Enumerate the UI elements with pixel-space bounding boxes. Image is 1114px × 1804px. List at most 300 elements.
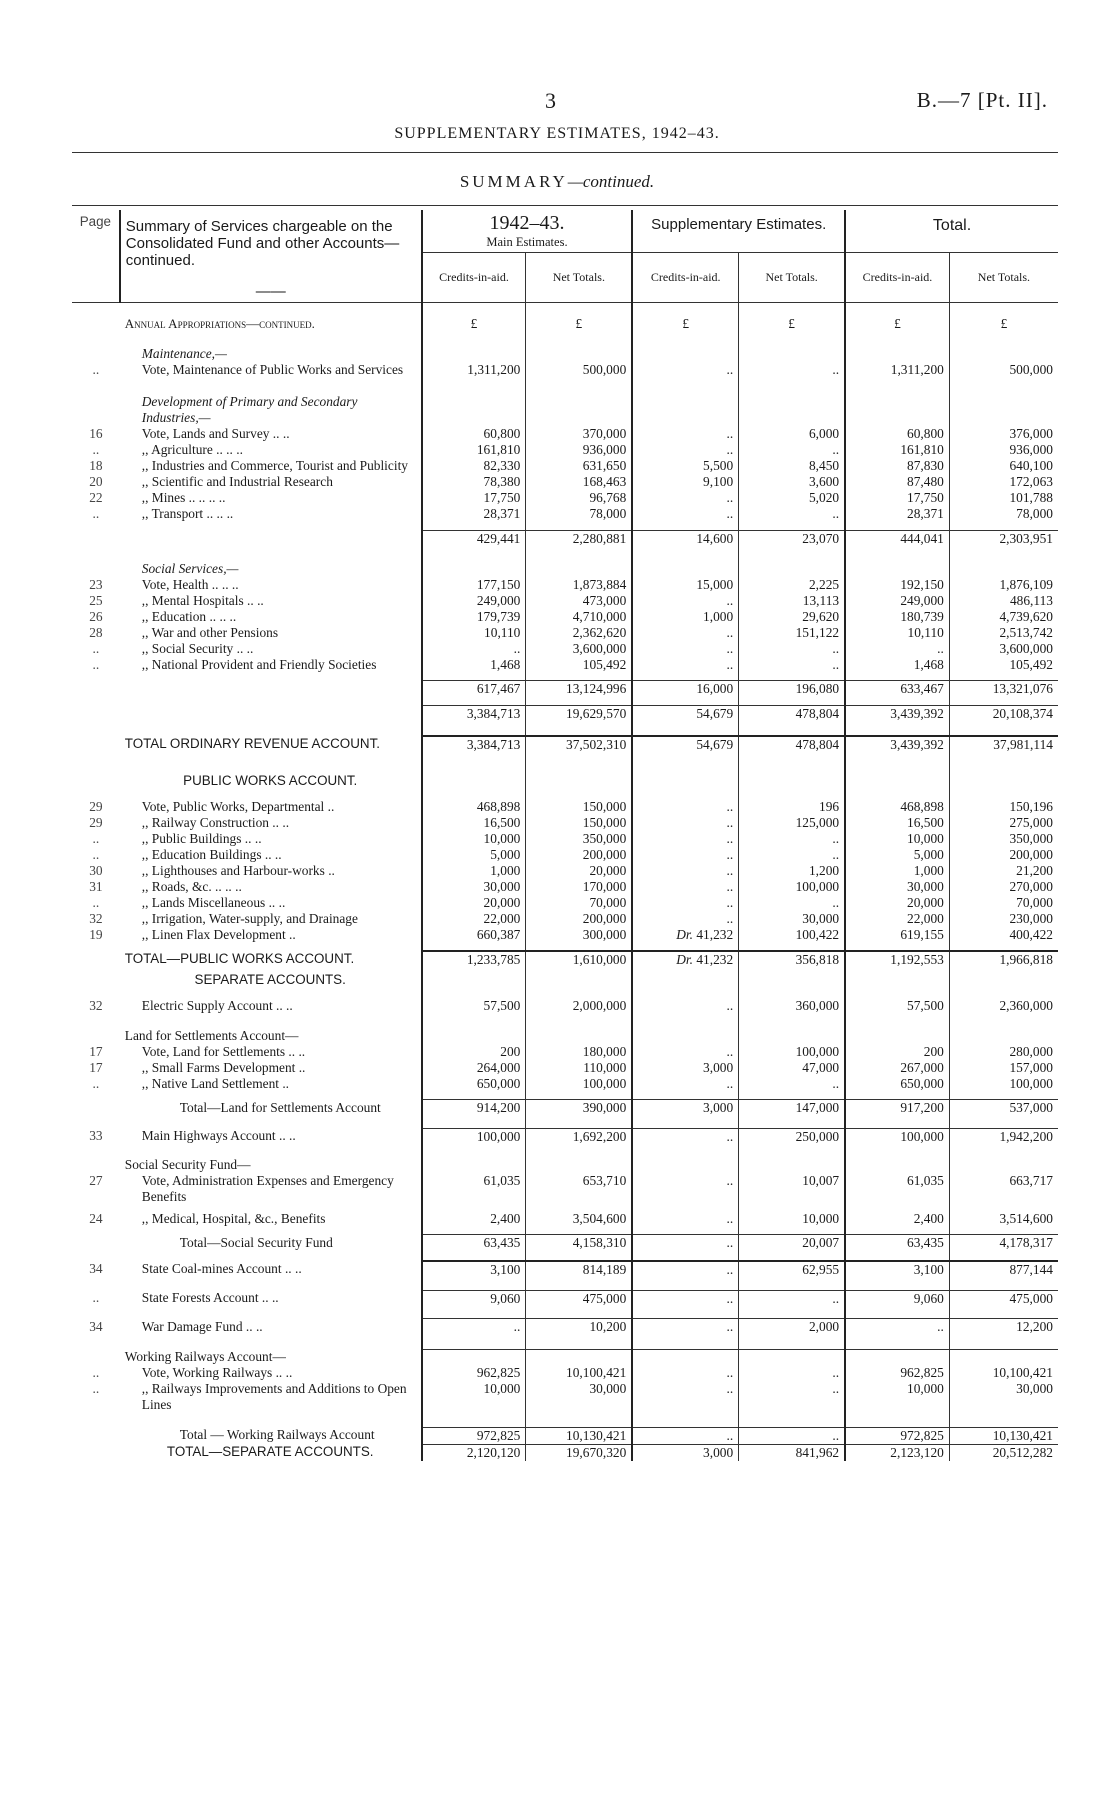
total-net-cell: 500,000 [949, 362, 1058, 378]
total-net-cell [949, 1413, 1058, 1427]
page-cell: 17 [89, 1059, 103, 1075]
total-credits-cell: 2,400 [845, 1211, 949, 1227]
page-cell: 22 [89, 490, 103, 505]
label-cell [120, 1145, 422, 1157]
total-net-cell: 2,360,000 [949, 998, 1058, 1014]
main-net-cell: 1,692,200 [526, 1128, 632, 1145]
total-net-cell: 270,000 [949, 879, 1058, 895]
total-net-cell [949, 972, 1058, 988]
total-net-cell [949, 1227, 1058, 1235]
supp-credits-cell: 14,600 [632, 530, 738, 547]
spacer-row [72, 673, 1058, 681]
main-net-cell: 96,768 [526, 490, 632, 506]
development-heading-row [72, 394, 1058, 426]
total-credits-cell: 619,155 [845, 927, 949, 943]
total-credits-cell: 63,435 [845, 1235, 949, 1252]
total-net-cell: 877,144 [949, 1261, 1058, 1278]
ssf-heading-row [72, 1157, 1058, 1173]
total-credits-cell [845, 1413, 949, 1427]
total-credits-cell: 200 [845, 1044, 949, 1060]
supp-net-cell [739, 332, 845, 346]
total-net-cell: 400,422 [949, 927, 1058, 943]
main-credits-cell: 2,120,120 [422, 1444, 526, 1461]
total-credits-cell [845, 1092, 949, 1100]
main-credits-cell: 1,311,200 [422, 362, 526, 378]
main-net-cell: 19,629,570 [526, 705, 632, 722]
total-credits-cell [845, 753, 949, 773]
supp-credits-cell: .. [632, 831, 738, 847]
row-label: Total—Social Security Fund [179, 1234, 333, 1250]
main-net-cell: 500,000 [526, 362, 632, 378]
table-row [72, 657, 1058, 673]
page-cell [72, 736, 120, 753]
main-net-cell: 936,000 [526, 442, 632, 458]
supp-credits-cell: .. [632, 895, 738, 911]
total-credits-cell: 87,480 [845, 474, 949, 490]
page-cell [72, 316, 120, 332]
total-net-cell: 1,942,200 [949, 1128, 1058, 1145]
table-row [72, 847, 1058, 863]
total-net-cell: 20,108,374 [949, 705, 1058, 722]
supp-credits-cell [632, 394, 738, 426]
total-net-cell: 101,788 [949, 490, 1058, 506]
supp-credits-cell: 54,679 [632, 736, 738, 753]
table-row [72, 951, 1058, 968]
spacer-row [72, 789, 1058, 799]
section-heading: Development of Primary and Secondary Industries,— [141, 394, 358, 425]
page-cell: 29 [89, 798, 103, 814]
spacer-row [72, 547, 1058, 561]
main-credits-cell [422, 394, 526, 426]
row-label: ,, Lighthouses and Harbour-works .. [141, 862, 335, 878]
row-label: Vote, Public Works, Departmental .. [141, 798, 335, 814]
label-cell [120, 697, 422, 705]
total-credits-cell: 9,060 [845, 1290, 949, 1307]
supp-net-cell [739, 561, 845, 577]
main-net-cell [526, 1251, 632, 1261]
main-credits-cell [422, 1157, 526, 1173]
section-heading: Maintenance,— [141, 346, 227, 361]
main-net-cell: 37,502,310 [526, 736, 632, 753]
supplementary-header: Supplementary Estimates. [632, 210, 845, 252]
main-net-cell [526, 1335, 632, 1349]
total-credits-cell: 192,150 [845, 577, 949, 593]
supp-net-cell: .. [739, 442, 845, 458]
table-row [72, 831, 1058, 847]
main-credits-cell: .. [422, 641, 526, 657]
supp-credits-cell [632, 1278, 738, 1290]
total-net-cell: 350,000 [949, 831, 1058, 847]
total-net-cell: 10,100,421 [949, 1365, 1058, 1381]
main-net-cell [526, 697, 632, 705]
supp-credits-cell: .. [632, 847, 738, 863]
label-cell [120, 722, 422, 736]
total-credits-cell [845, 1251, 949, 1261]
supp-net-cell [739, 697, 845, 705]
summary-word: SUMMARY [459, 172, 568, 191]
total-net-cell: 21,200 [949, 863, 1058, 879]
supp-credits-cell: .. [632, 1173, 738, 1205]
main-net-cell [526, 1227, 632, 1235]
page-cell [72, 394, 120, 426]
spacer-row [72, 1307, 1058, 1319]
total-credits-cell: 3,439,392 [845, 705, 949, 722]
label-cell [120, 1413, 422, 1427]
total-net-cell: 2,513,742 [949, 625, 1058, 641]
page-cell: 34 [89, 1261, 103, 1276]
supp-credits-cell: .. [632, 1235, 738, 1252]
total-credits-cell [845, 1278, 949, 1290]
page-cell [72, 1307, 120, 1319]
total-credits-cell [845, 988, 949, 998]
total-credits-cell [845, 1307, 949, 1319]
total-credits-cell: 1,192,553 [845, 951, 949, 968]
spacer-row [72, 1145, 1058, 1157]
total-net-cell [949, 394, 1058, 426]
total-credits-cell: 3,439,392 [845, 736, 949, 753]
main-credits-cell: .. [422, 1319, 526, 1336]
total-net-cell: 3,514,600 [949, 1211, 1058, 1227]
main-credits-cell [422, 1116, 526, 1128]
main-net-cell [526, 1278, 632, 1290]
section-heading: Working Railways Account— [124, 1349, 286, 1364]
page-cell [72, 1014, 120, 1028]
supp-net-cell: .. [739, 1427, 845, 1444]
total-credits-cell [845, 302, 949, 316]
main-net-cell [526, 943, 632, 951]
total-net-cell [949, 1028, 1058, 1044]
page-cell [72, 753, 120, 773]
supp-net-cell: 196 [739, 799, 845, 815]
supp-net-cell: 125,000 [739, 815, 845, 831]
row-label [120, 705, 422, 722]
page-cell [72, 1335, 120, 1349]
row-label: TOTAL—PUBLIC WORKS ACCOUNT. [124, 950, 355, 966]
supp-net-cell [739, 547, 845, 561]
section-heading: SEPARATE ACCOUNTS. [194, 971, 346, 987]
main-net-cell [526, 1014, 632, 1028]
estimates-table [72, 210, 1058, 1461]
label-cell [120, 1092, 422, 1100]
supp-net-cell: 62,955 [739, 1261, 845, 1278]
supp-credits-cell: .. [632, 1076, 738, 1092]
total-net-cell: 3,600,000 [949, 641, 1058, 657]
section-heading: PUBLIC WORKS ACCOUNT. [183, 772, 358, 788]
label-cell [120, 1227, 422, 1235]
total-credits-cell: 1,468 [845, 657, 949, 673]
currency-symbol: £ [739, 316, 845, 332]
row-label: ,, Scientific and Industrial Research [141, 474, 333, 489]
row-label: TOTAL ORDINARY REVENUE ACCOUNT. [124, 735, 380, 751]
main-credits-cell: 161,810 [422, 442, 526, 458]
supp-net-cell: 478,804 [739, 736, 845, 753]
table-row [72, 736, 1058, 753]
supp-net-cell: 250,000 [739, 1128, 845, 1145]
maintenance-heading-row [72, 346, 1058, 362]
supp-credits-cell: .. [632, 442, 738, 458]
row-label: ,, Agriculture .. .. .. [141, 442, 243, 457]
page-cell: 17 [89, 1043, 103, 1059]
supp-net-cell [739, 1349, 845, 1365]
page-cell [72, 773, 120, 789]
supp-credits-cell: 15,000 [632, 577, 738, 593]
total-credits-cell [845, 1335, 949, 1349]
main-net-cell [526, 302, 632, 316]
supp-credits-cell: .. [632, 1211, 738, 1227]
main-net-cell [526, 1349, 632, 1365]
supp-credits-cell: .. [632, 1044, 738, 1060]
total-credits-cell: 10,000 [845, 1381, 949, 1413]
total-net-cell [949, 332, 1058, 346]
main-net-cell: 200,000 [526, 847, 632, 863]
total-net-cell [949, 943, 1058, 951]
main-credits-cell: 9,060 [422, 1290, 526, 1307]
main-credits-cell: 660,387 [422, 927, 526, 943]
table-row [72, 1381, 1058, 1413]
supp-credits-cell [632, 378, 738, 394]
main-net-cell: 3,504,600 [526, 1211, 632, 1227]
main-credits-cell [422, 302, 526, 316]
total-net-cell: 10,130,421 [949, 1427, 1058, 1444]
supp-net-cell [739, 302, 845, 316]
supp-credits-cell [632, 547, 738, 561]
row-label: ,, War and other Pensions [141, 624, 279, 640]
table-row [72, 1427, 1058, 1444]
main-credits-cell [422, 346, 526, 362]
page-cell: 32 [89, 910, 103, 926]
spacer-row [72, 988, 1058, 998]
debit-prefix: Dr. [676, 926, 694, 942]
main-net-cell: 2,362,620 [526, 625, 632, 641]
page-cell: .. [92, 362, 100, 377]
page-number: 3 [545, 88, 556, 113]
total-net-cell: 100,000 [949, 1076, 1058, 1092]
page-cell [72, 1157, 120, 1173]
main-credits-cell [422, 1145, 526, 1157]
main-net-cell [526, 1307, 632, 1319]
total-credits-cell [845, 332, 949, 346]
table-row [72, 625, 1058, 641]
annual-appropriations-heading: Annual Appropriations—continued. [124, 316, 315, 331]
supp-credits-cell: .. [632, 362, 738, 378]
table-row [72, 895, 1058, 911]
row-label: ,, Social Security .. .. [141, 640, 254, 656]
main-credits-cell [422, 1335, 526, 1349]
total-net-cell [949, 753, 1058, 773]
row-label: Vote, Lands and Survey .. .. [141, 426, 290, 441]
main-credits-cell: 914,200 [422, 1100, 526, 1117]
spacer-row [72, 522, 1058, 530]
total-header: Total. [845, 210, 1058, 252]
main-net-cell [526, 1145, 632, 1157]
separate-heading-row [72, 972, 1058, 988]
supp-credits-cell: 16,000 [632, 681, 738, 698]
supp-credits-cell: .. [632, 426, 738, 442]
main-net-cell [526, 673, 632, 681]
supp-credits-cell: Dr. 41,232 [632, 951, 738, 968]
supp-credits-cell [632, 773, 738, 789]
total-net-cell [949, 697, 1058, 705]
total-credits-cell [845, 1116, 949, 1128]
supp-credits-cell: 1,000 [632, 609, 738, 625]
supp-credits-cell: Dr. 41,232 [632, 927, 738, 943]
total-credits-cell [845, 378, 949, 394]
summary-heading [0, 172, 1114, 192]
main-net-cell: 2,280,881 [526, 530, 632, 547]
total-credits-cell: 20,000 [845, 895, 949, 911]
total-net-cell: 475,000 [949, 1290, 1058, 1307]
row-label: ,, Railway Construction .. .. [141, 814, 290, 830]
supp-net-cell: 2,225 [739, 577, 845, 593]
page-cell [72, 789, 120, 799]
main-credits-cell: 429,441 [422, 530, 526, 547]
page-cell [72, 547, 120, 561]
spacer-row [72, 753, 1058, 773]
main-credits-cell [422, 753, 526, 773]
total-credits-cell: 30,000 [845, 879, 949, 895]
supp-net-cell [739, 1028, 845, 1044]
page-cell: 34 [89, 1318, 103, 1334]
main-net-cell: 1,610,000 [526, 951, 632, 968]
supp-credits-cell [632, 972, 738, 988]
total-net-cell: 1,876,109 [949, 577, 1058, 593]
supp-net-cell: 196,080 [739, 681, 845, 698]
page-cell [72, 1235, 120, 1252]
page-cell [72, 1028, 120, 1044]
main-credits-cell: 1,468 [422, 657, 526, 673]
label-cell [120, 789, 422, 799]
row-label: Total — Working Railways Account [179, 1427, 375, 1442]
main-net-cell [526, 1116, 632, 1128]
page-cell: 18 [89, 458, 103, 473]
supp-net-cell: 10,000 [739, 1211, 845, 1227]
supp-credits-cell: .. [632, 641, 738, 657]
supp-credits-cell: .. [632, 490, 738, 506]
row-label: ,, Linen Flax Development .. [141, 926, 296, 942]
page-cell: 32 [89, 997, 103, 1013]
section-heading: Social Security Fund— [124, 1156, 251, 1172]
table-row [72, 998, 1058, 1014]
page-cell [72, 972, 120, 988]
page-cell: 16 [89, 426, 103, 441]
main-credits-cell: 100,000 [422, 1128, 526, 1145]
main-credits-cell [422, 789, 526, 799]
main-net-cell: 10,200 [526, 1319, 632, 1336]
table-row [72, 1076, 1058, 1092]
total-credits-cell: 972,825 [845, 1427, 949, 1444]
total-net-cell [949, 1092, 1058, 1100]
supp-net-cell [739, 988, 845, 998]
main-net-cell: 370,000 [526, 426, 632, 442]
supp-credits-cell [632, 753, 738, 773]
supp-credits-cell [632, 673, 738, 681]
main-net-cell [526, 394, 632, 426]
table-row [72, 1365, 1058, 1381]
supp-credits-cell: .. [632, 625, 738, 641]
spacer-row [72, 1227, 1058, 1235]
total-net-cell [949, 1116, 1058, 1128]
main-credits-cell [422, 1092, 526, 1100]
total-net-cell [949, 722, 1058, 736]
page-cell: .. [92, 1365, 100, 1380]
supp-net-cell [739, 943, 845, 951]
row-label: ,, Roads, &c. .. .. .. [141, 878, 242, 894]
page-cell [72, 1444, 120, 1461]
label-cell [120, 302, 422, 316]
total-credits-cell: 962,825 [845, 1365, 949, 1381]
main-net-cell [526, 1028, 632, 1044]
supp-credits-cell [632, 697, 738, 705]
page-cell: 31 [89, 878, 103, 894]
total-credits-cell [845, 1145, 949, 1157]
supp-credits-cell: 3,000 [632, 1444, 738, 1461]
supp-net-cell: 360,000 [739, 998, 845, 1014]
label-cell [120, 753, 422, 773]
currency-symbol: £ [422, 316, 526, 332]
main-net-cell: 110,000 [526, 1060, 632, 1076]
page-cell: .. [92, 1075, 100, 1091]
page-cell: 33 [89, 1128, 103, 1143]
label-cell [120, 1307, 422, 1319]
supp-net-cell: 3,600 [739, 474, 845, 490]
total-credits-cell: 917,200 [845, 1100, 949, 1117]
supp-net-cell: 2,000 [739, 1319, 845, 1336]
main-credits-cell [422, 722, 526, 736]
label-cell [120, 547, 422, 561]
main-net-cell [526, 346, 632, 362]
description-column-header [120, 210, 422, 302]
main-credits-cell [422, 1349, 526, 1365]
page-cell [72, 951, 120, 968]
page-cell [72, 332, 120, 346]
row-label: ,, Mines .. .. .. .. [141, 490, 226, 505]
spacer-row [72, 1335, 1058, 1349]
supp-credits-cell: 54,679 [632, 705, 738, 722]
total-net-cell [949, 1251, 1058, 1261]
row-label: Vote, Health .. .. .. [141, 576, 239, 592]
total-credits-cell: 1,000 [845, 863, 949, 879]
supp-net-cell [739, 1413, 845, 1427]
social-heading-row [72, 561, 1058, 577]
main-net-cell [526, 332, 632, 346]
supp-net-cell [739, 773, 845, 789]
supp-credits-cell: 3,000 [632, 1100, 738, 1117]
main-net-cell [526, 1157, 632, 1173]
page-cell [72, 1349, 120, 1365]
label-cell [120, 673, 422, 681]
label-cell [120, 1116, 422, 1128]
supp-credits-cell [632, 522, 738, 530]
total-net-cell: 157,000 [949, 1060, 1058, 1076]
row-label: ,, Industries and Commerce, Tourist and Publicity [141, 458, 408, 473]
total-net-cell: 275,000 [949, 815, 1058, 831]
supp-credits-cell [632, 943, 738, 951]
main-credits-cell: 16,500 [422, 815, 526, 831]
total-net-cell: 4,739,620 [949, 609, 1058, 625]
total-credits-cell: 249,000 [845, 593, 949, 609]
total-net-cell: 150,196 [949, 799, 1058, 815]
main-credits-cell [422, 1028, 526, 1044]
supp-credits-cell [632, 1014, 738, 1028]
page-cell [72, 1145, 120, 1157]
main-net-cell [526, 1413, 632, 1427]
spacer-row [72, 722, 1058, 736]
main-credits-cell: 179,739 [422, 609, 526, 625]
supp-net-cell [739, 673, 845, 681]
supp-net-cell: .. [739, 1381, 845, 1413]
page-cell: .. [92, 894, 100, 910]
description-header-text: Summary of Services chargeable on the Consolidated Fund and other Accounts—continued. [125, 218, 400, 269]
